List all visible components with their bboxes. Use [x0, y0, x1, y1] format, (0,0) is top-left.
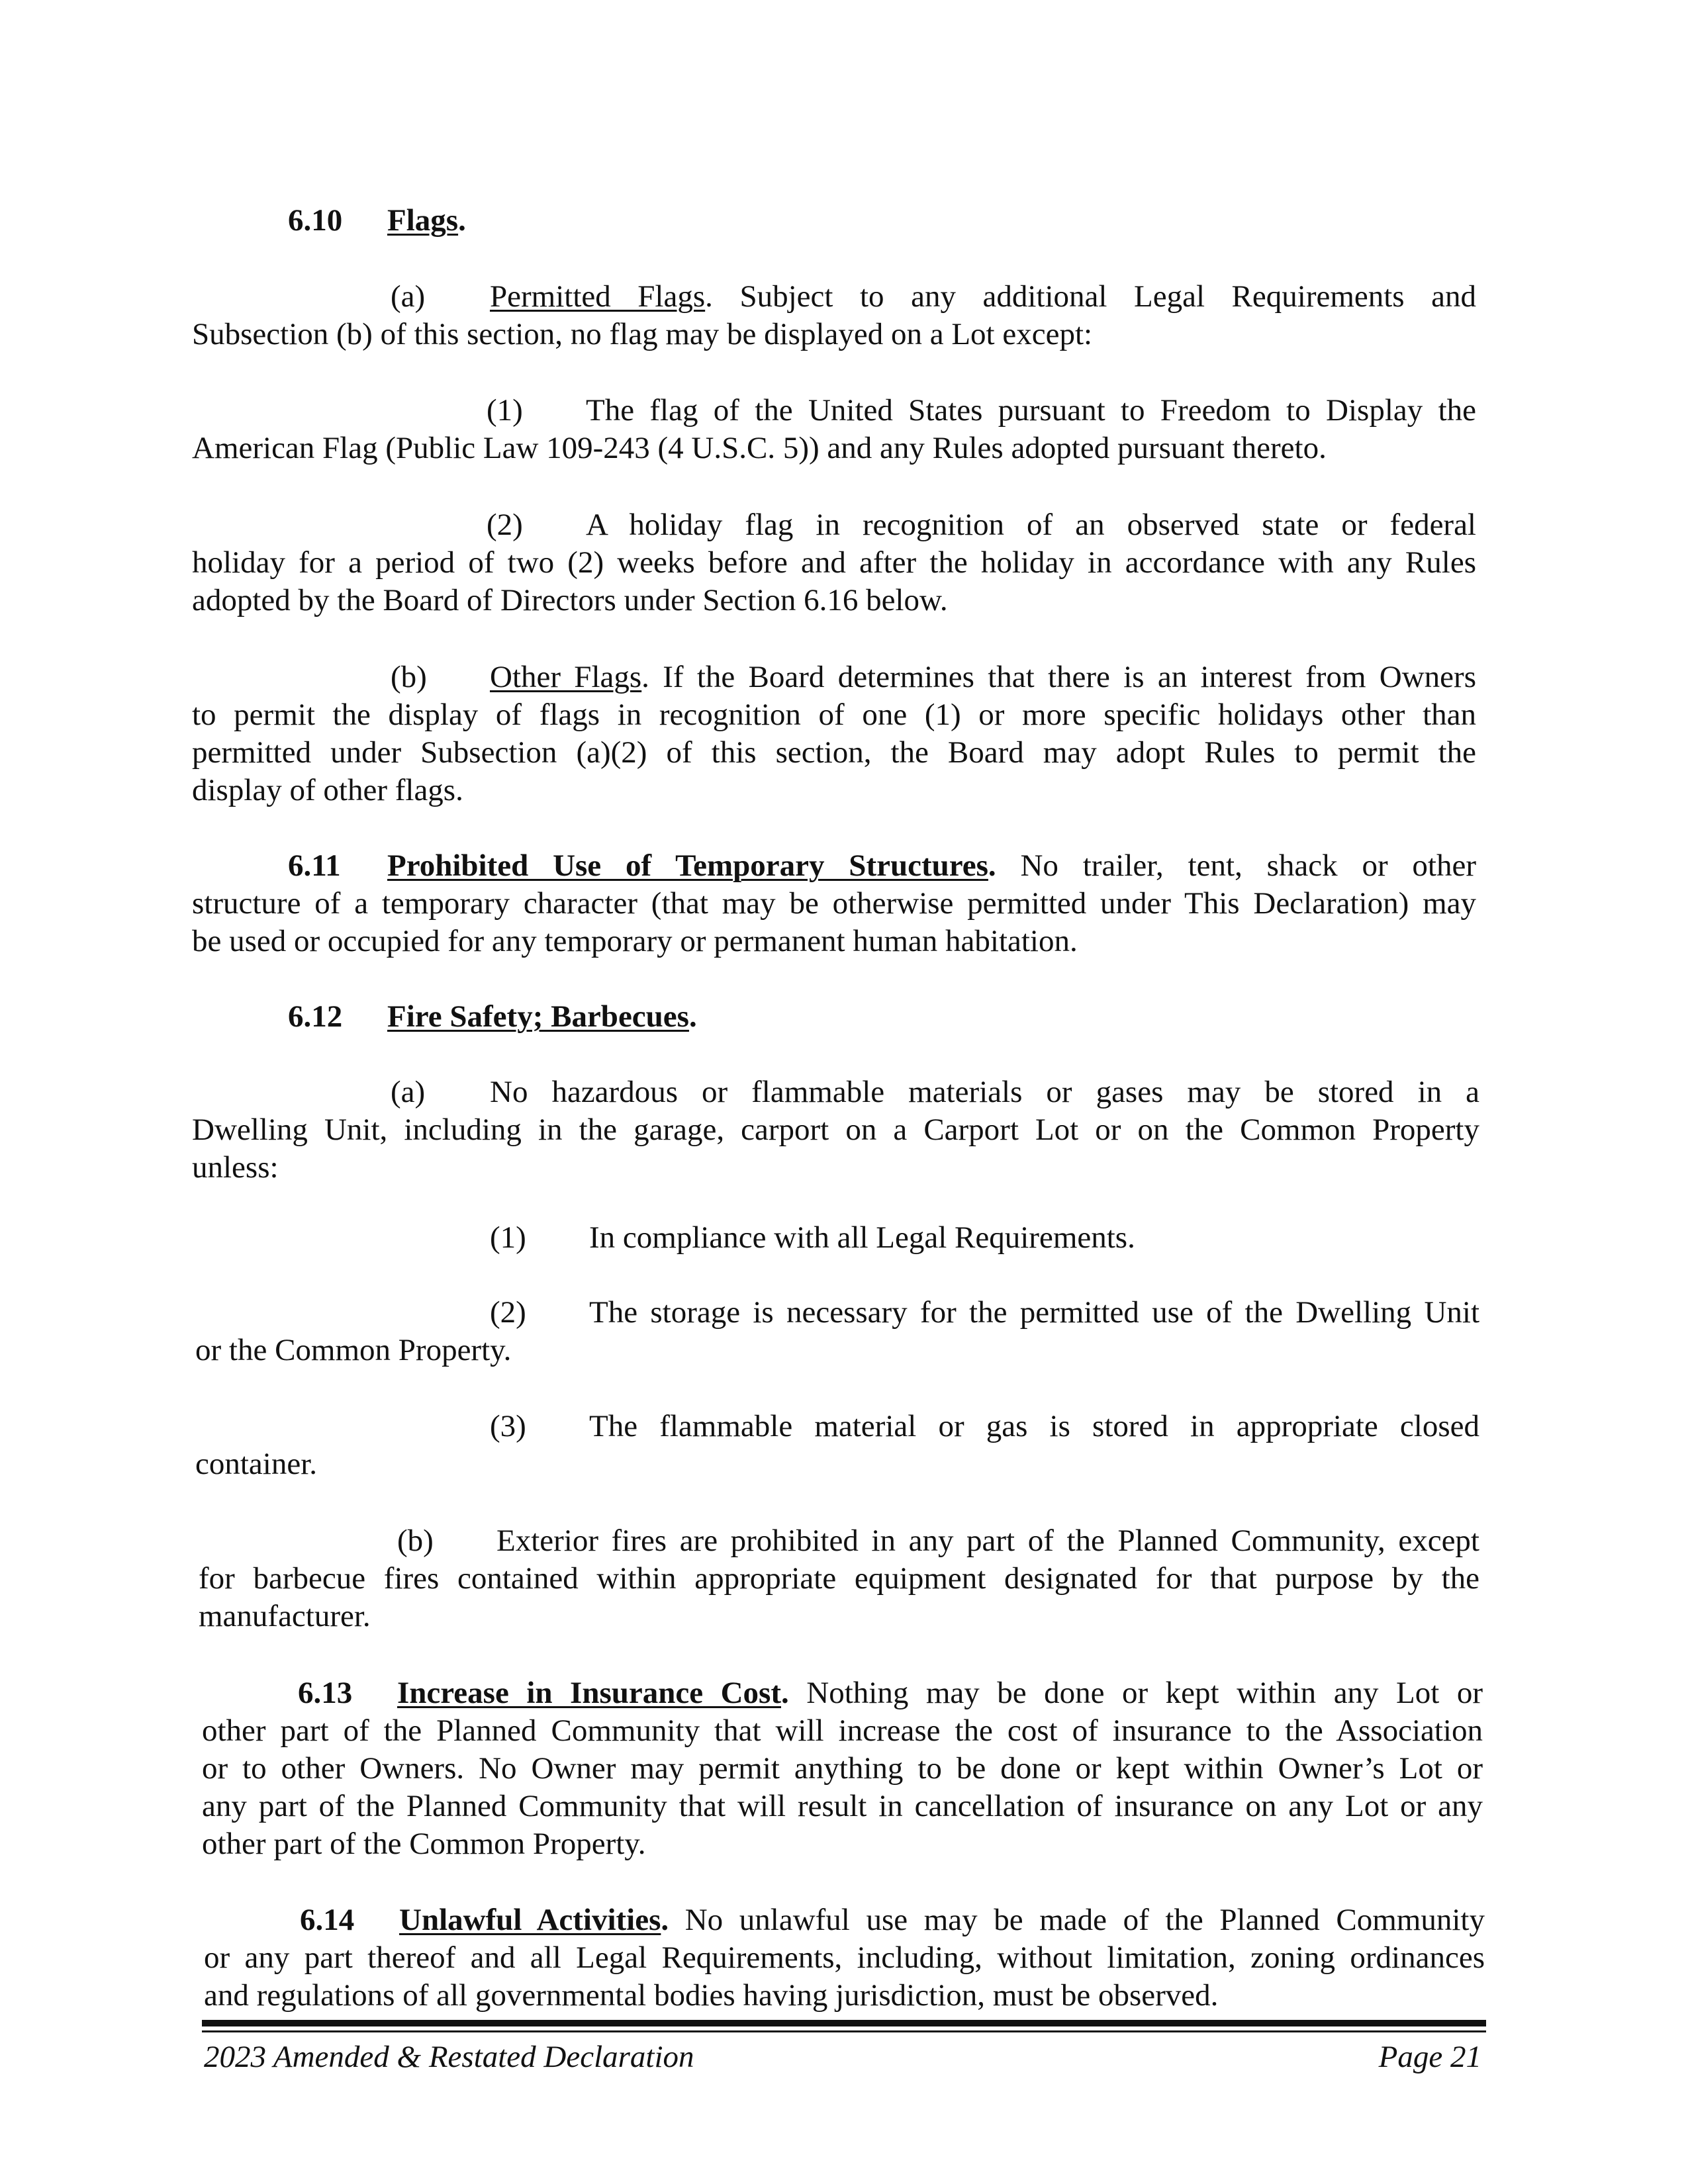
subsection-marker: (a) [391, 1075, 426, 1109]
paragraph-line: structure of a temporary character (that may be otherwise permitted under This Declaration) may [192, 886, 1476, 921]
subsection-title: Permitted Flags [490, 279, 706, 314]
paragraph-line: or to other Owners. No Owner may permit anything to be done or kept within Owner’s Lot or [202, 1751, 1483, 1786]
paragraph-line: container. [195, 1447, 318, 1481]
section-6-12-a-1: (1) In compliance with all Legal Requirements. [490, 1219, 1135, 1257]
section-number: 6.14 [300, 1903, 355, 1937]
section-6-12-heading: 6.12 Fire Safety; Barbecues. [288, 998, 697, 1036]
section-title: Prohibited Use of Temporary Structures [387, 848, 988, 883]
section-6-12-a-3: (3) The flammable material or gas is stored in appropriate closed container. [195, 1408, 1479, 1483]
item-marker: (1) [487, 393, 523, 428]
paragraph-line: display of other flags. [192, 773, 463, 807]
paragraph-line: manufacturer. [199, 1599, 371, 1633]
section-title: Unlawful Activities [399, 1903, 661, 1937]
section-6-10-a-2: (2) A holiday flag in recognition of an observed state or federal holiday for a period of two (2) weeks before and after the holiday in accordance with any Rules adopted by the Board of Directors under Section 6.16 below. [192, 506, 1476, 619]
item-marker: (2) [487, 508, 523, 542]
paragraph-line: permitted under Subsection (a)(2) of this section, the Board may adopt Rules to permit the [192, 735, 1476, 770]
paragraph-line: other part of the Planned Community that will increase the cost of insurance to the Association [202, 1713, 1483, 1748]
section-6-10-a-1: (1) The flag of the United States pursuant to Freedom to Display the American Flag (Public Law 109-243 (4 U.S.C. 5)) and any Rules adopted pursuant thereto. [192, 392, 1476, 467]
paragraph-line: or any part thereof and all Legal Requirements, including, without limitation, zoning ordinances [204, 1940, 1485, 1975]
section-6-12-a: (a) No hazardous or flammable materials or gases may be stored in a Dwelling Unit, including in the garage, carport on a Carport Lot or on the Common Property unless: [192, 1073, 1479, 1187]
section-title: Flags [387, 203, 459, 238]
section-title: Fire Safety; Barbecues [387, 999, 689, 1034]
section-number: 6.13 [298, 1676, 353, 1710]
section-number: 6.12 [288, 999, 343, 1034]
paragraph-line: to permit the display of flags in recognition of one (1) or more specific holidays other than [192, 698, 1476, 732]
subsection-marker: (a) [391, 279, 426, 314]
paragraph-line: be used or occupied for any temporary or permanent human habitation. [192, 924, 1078, 958]
footer-document-title: 2023 Amended & Restated Declaration [204, 2040, 694, 2074]
paragraph-line: adopted by the Board of Directors under Section 6.16 below. [192, 583, 948, 617]
section-6-10-a: (a) Permitted Flags. Subject to any additional Legal Requirements and Subsection (b) of this section, no flag may be displayed on a Lot except: [192, 278, 1476, 353]
footer-rule-thick [202, 2020, 1486, 2026]
section-number: 6.11 [288, 848, 341, 883]
paragraph-line: Subsection (b) of this section, no flag may be displayed on a Lot except: [192, 317, 1093, 351]
item-marker: (1) [490, 1220, 526, 1255]
paragraph-line: Dwelling Unit, including in the garage, carport on a Carport Lot or on the Common Property [192, 1113, 1479, 1147]
paragraph-line: any part of the Planned Community that will result in cancellation of insurance on any Lot or any [202, 1789, 1483, 1823]
paragraph-line: and regulations of all governmental bodies having jurisdiction, must be observed. [204, 1978, 1219, 2013]
section-number: 6.10 [288, 203, 343, 238]
section-6-13: 6.13 Increase in Insurance Cost. Nothing may be done or kept within any Lot or other part of the Planned Community that will increase the cost of insurance to the Association or to other Owners. No Owner may permit anything to be done or kept within Owner’s Lot or any part of the Planned Community that will result in cancellation of insurance on any Lot or any other part of the Common Property. [202, 1674, 1483, 1863]
section-6-12-a-2: (2) The storage is necessary for the permitted use of the Dwelling Unit or the Common Property. [195, 1294, 1479, 1369]
paragraph-line: holiday for a period of two (2) weeks before and after the holiday in accordance with any Rules [192, 545, 1476, 580]
paragraph-line: or the Common Property. [195, 1333, 512, 1367]
subsection-marker: (b) [391, 660, 427, 694]
footer-rule-thin [202, 2030, 1486, 2032]
paragraph-line: unless: [192, 1150, 279, 1185]
item-marker: (2) [490, 1295, 526, 1330]
paragraph-line: American Flag (Public Law 109-243 (4 U.S.C. 5)) and any Rules adopted pursuant thereto. [192, 431, 1327, 465]
subsection-marker: (b) [397, 1524, 434, 1558]
section-6-11: 6.11 Prohibited Use of Temporary Structures. No trailer, tent, shack or other structure of a temporary character (that may be otherwise permitted under This Declaration) may be used or occupied for any temporary or permanent human habitation. [192, 847, 1476, 960]
subsection-title: Other Flags [490, 660, 642, 694]
section-6-14: 6.14 Unlawful Activities. No unlawful use may be made of the Planned Community or any part thereof and all Legal Requirements, including, without limitation, zoning ordinances and regulations of all governmental bodies having jurisdiction, must be observed. [204, 1901, 1485, 2015]
section-6-10-b: (b) Other Flags. If the Board determines that there is an interest from Owners to permit the display of flags in recognition of one (1) or more specific holidays other than permitted under Subsection (a)(2) of this section, the Board may adopt Rules to permit the display of other flags. [192, 659, 1476, 809]
section-6-12-b: (b) Exterior fires are prohibited in any part of the Planned Community, except for barbecue fires contained within appropriate equipment designated for that purpose by the manufacturer. [199, 1522, 1479, 1635]
section-title: Increase in Insurance Cost [397, 1676, 781, 1710]
section-6-10-heading: 6.10 Flags. [288, 202, 466, 240]
paragraph-line: other part of the Common Property. [202, 1827, 646, 1861]
footer-page-number: Page 21 [1378, 2040, 1481, 2074]
item-marker: (3) [490, 1409, 526, 1443]
paragraph-line: for barbecue fires contained within appropriate equipment designated for that purpose by the [199, 1561, 1479, 1596]
